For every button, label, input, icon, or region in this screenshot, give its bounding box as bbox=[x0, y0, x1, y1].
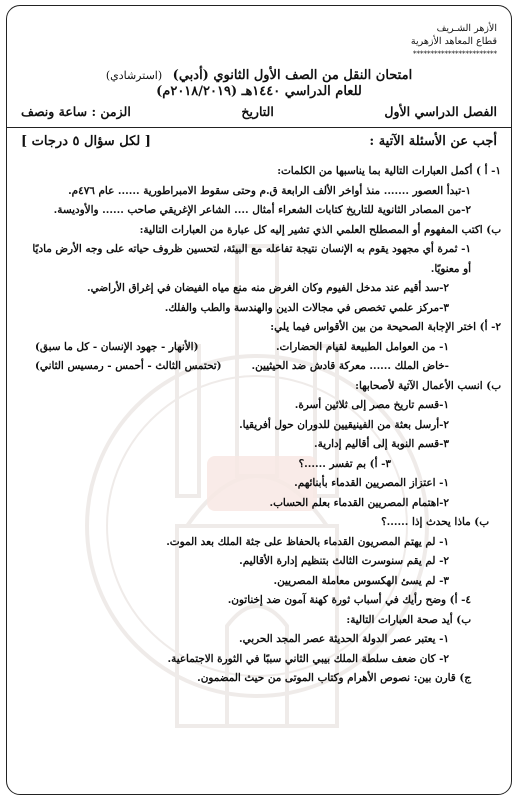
q3b-item-1: ١- لم يهتم المصريون القدماء بالحفاظ على جثة الملك بعد الموت. bbox=[166, 535, 449, 548]
q2a-item-1-options: (الأنهار - جهود الإنسان - كل ما سبق) bbox=[35, 340, 199, 353]
q2a-item-2 bbox=[17, 357, 501, 377]
issuer-line-2: قطاع المعاهد الأزهرية bbox=[410, 36, 497, 47]
q2b-item-1: ١-قسم تاريخ مصر إلى ثلاثين أسرة. bbox=[294, 399, 449, 411]
q4a-heading: ٤- أ) وضح رأيك في أسباب ثورة كهنة آمون ضد إخناتون. bbox=[227, 594, 471, 606]
q4b-heading: ب) أيد صحة العبارات التالية: bbox=[346, 613, 471, 626]
q1b-item-2: ٢-سد أقيم عند مدخل الفيوم وكان الغرض منه منع مياه الفيضان في إغراق الأراضي. bbox=[87, 282, 449, 294]
questions-body bbox=[17, 162, 501, 689]
q4b-item-1: ١- يعتبر عصر الدولة الحديثة عصر المجد الحربي. bbox=[239, 633, 449, 645]
exam-title-block bbox=[27, 68, 491, 100]
q1a-heading: ١- أ ) أكمل العبارات التالية بما يناسبها من الكلمات: bbox=[277, 165, 501, 177]
q3b-item-2: ٢- لم يقم سنوسرت الثالث بتنظيم إدارة الأقاليم. bbox=[239, 555, 449, 567]
term-label: الفصل الدراسي الأول bbox=[384, 104, 497, 119]
q2a-item-2-text: -خاض الملك ...... معركة قادش ضد الحيثيين. bbox=[251, 360, 449, 372]
duration-label: الزمن : ساعة ونصف bbox=[21, 104, 131, 119]
q1b-heading: ب) اكتب المفهوم أو المصطلح العلمي الذي تشير إليه كل عبارة من العبارات التالية: bbox=[139, 223, 501, 236]
q4c-heading: ج) قارن بين: نصوص الأهرام وكتاب الموتى من حيث المضمون. bbox=[197, 672, 471, 684]
instructions-main: أجب عن الأسئلة الآتية : bbox=[369, 134, 497, 149]
q4b-item-2: ٢- كان ضعف سلطة الملك بيبي الثاني سببًا في الثورة الاجتماعية. bbox=[167, 652, 449, 665]
exam-info-row bbox=[21, 104, 497, 119]
academic-year: للعام الدراسي ١٤٤٠هـ (٢٠١٨/٢٠١٩م) bbox=[156, 84, 362, 99]
q1b-item-3: ٣-مركز علمي تخصص في مجالات الدين والهندسة والطب والفلك. bbox=[164, 301, 449, 314]
q1b-item-1-cont: أو معنويًا. bbox=[430, 262, 471, 275]
q2b-heading: ب) انسب الأعمال الآتية لأصحابها: bbox=[355, 379, 501, 392]
stars-separator: ************************ bbox=[413, 50, 497, 58]
q1a-item-2: ٢-من المصادر الثانوية للتاريخ كتابات الشعراء أمثال .... الشاعر الإغريقي صاحب ...... والأوديسة. bbox=[53, 204, 471, 216]
marks-note: [ لكل سؤال ٥ درجات ] bbox=[21, 134, 151, 149]
exam-title: امتحان النقل من الصف الأول الثانوي (أدبي) bbox=[172, 68, 413, 83]
exam-paper bbox=[6, 5, 512, 795]
q3a-heading: ٣- أ) بم تفسر ......؟ bbox=[298, 457, 391, 470]
q2a-item-2-options: (تحتمس الثالث - أحمس - رمسيس الثاني) bbox=[35, 360, 222, 372]
q3a-item-1: ١- اعتزاز المصريين القدماء بأبنائهم. bbox=[294, 477, 449, 489]
issuer-line-1: الأزهر الشـريف bbox=[436, 23, 497, 34]
q3a-item-2: ٢-اهتمام المصريين القدماء بعلم الحساب. bbox=[269, 496, 449, 509]
instructions-row bbox=[21, 134, 497, 149]
exam-tag: (استرشادي) bbox=[105, 69, 163, 82]
issuer-header bbox=[411, 22, 497, 61]
q1a-item-1: ١-تبدأ العصور ....... منذ أواخر الألف الرابعة ق.م وحتى سقوط الامبراطورية ...... عام ٤٧٦م. bbox=[68, 184, 471, 197]
header-divider bbox=[7, 127, 511, 128]
q2b-item-2: ٢-أرسل بعثة من الفينيقيين للدوران حول أفريقيا. bbox=[239, 418, 449, 431]
q2a-item-1-text: ١- من العوامل الطبيعة لقيام الحضارات. bbox=[275, 340, 449, 353]
q1b-item-1: ١- ثمرة أي مجهود يقوم به الإنسان نتيجة تفاعله مع البيئة، لتحسين ظروف حياته على وجه الأرض ماديًا bbox=[32, 243, 471, 255]
q3b-heading: ب) ماذا يحدث إذا ......؟ bbox=[381, 516, 489, 528]
q2a-item-1 bbox=[17, 338, 501, 358]
q3b-item-3: ٣- لم يسئ الهكسوس معاملة المصريين. bbox=[273, 574, 449, 587]
q2a-heading: ٢- أ) اختر الإجابة الصحيحة من بين الأقواس فيما يلي: bbox=[270, 321, 501, 333]
subject-label: التاريخ bbox=[241, 104, 274, 119]
q2b-item-3: ٣-قسم النوبة إلى أقاليم إدارية. bbox=[314, 438, 449, 450]
